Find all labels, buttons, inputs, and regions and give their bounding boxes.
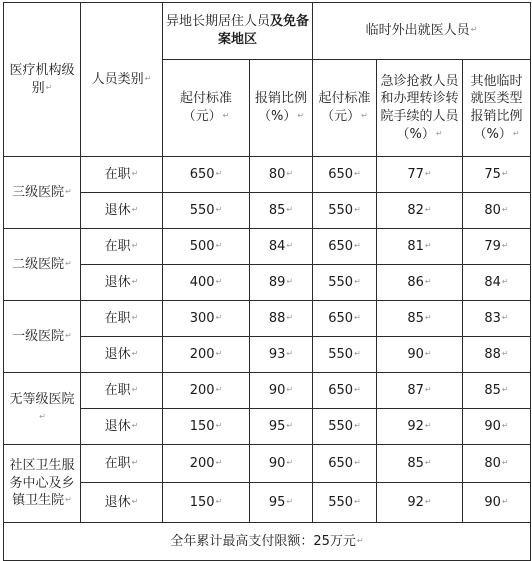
g2-threshold-cell: 650↵ [313, 157, 377, 193]
g2-threshold-cell: 650↵ [313, 373, 377, 409]
g2-other-cell: 88↵ [463, 337, 531, 373]
level-cell: 社区卫生服务中心及乡镇卫生院↵ [4, 445, 81, 523]
g2-other-cell: 90↵ [463, 409, 531, 445]
g2-other-cell: 84↵ [463, 265, 531, 301]
g2-emergency-cell: 82↵ [377, 193, 463, 229]
g2-threshold-cell: 550↵ [313, 483, 377, 523]
g2-emergency-cell: 90↵ [377, 337, 463, 373]
g2-emergency-cell: 81↵ [377, 229, 463, 265]
g2-emergency-cell: 85↵ [377, 301, 463, 337]
g2-threshold-cell: 650↵ [313, 445, 377, 483]
g1-threshold-cell: 200↵ [163, 373, 250, 409]
type-cell: 退休↵ [81, 483, 163, 523]
g2-emergency-header: 急诊抢救人员和办理转诊转院手续的人员（%）↵ [377, 60, 463, 157]
g2-other-cell: 75↵ [463, 157, 531, 193]
table-row [4, 229, 531, 265]
header-row-1 [4, 3, 531, 60]
g1-threshold-cell: 400↵ [163, 265, 250, 301]
type-cell: 在职↵ [81, 229, 163, 265]
table-row [4, 445, 531, 483]
g1-ratio-cell: 93↵ [250, 337, 313, 373]
level-cell: 二级医院↵ [4, 229, 81, 301]
type-cell: 在职↵ [81, 445, 163, 483]
g1-ratio-cell: 85↵ [250, 193, 313, 229]
g2-emergency-cell: 85↵ [377, 445, 463, 483]
g1-threshold-cell: 500↵ [163, 229, 250, 265]
g1-ratio-cell: 80↵ [250, 157, 313, 193]
g1-threshold-cell: 650↵ [163, 157, 250, 193]
type-cell: 在职↵ [81, 373, 163, 409]
g2-other-cell: 85↵ [463, 373, 531, 409]
table-row [4, 265, 531, 301]
g1-threshold-cell: 300↵ [163, 301, 250, 337]
g2-threshold-cell: 550↵ [313, 193, 377, 229]
g1-threshold-cell: 150↵ [163, 409, 250, 445]
g1-ratio-cell: 84↵ [250, 229, 313, 265]
g2-other-cell: 79↵ [463, 229, 531, 265]
g1-threshold-cell: 200↵ [163, 445, 250, 483]
g1-ratio-cell: 95↵ [250, 409, 313, 445]
g2-other-cell: 80↵ [463, 193, 531, 229]
annual-limit-note: 全年累计最高支付限额：25万元↵ [4, 523, 531, 561]
g2-other-cell: 80↵ [463, 445, 531, 483]
g1-ratio-cell: 90↵ [250, 445, 313, 483]
g1-ratio-header: 报销比例（%）↵ [250, 60, 313, 157]
g2-other-cell: 83↵ [463, 301, 531, 337]
type-cell: 在职↵ [81, 157, 163, 193]
table-row [4, 301, 531, 337]
type-cell: 退休↵ [81, 337, 163, 373]
table-row [4, 157, 531, 193]
g2-threshold-cell: 650↵ [313, 301, 377, 337]
group2-header: 临时外出就医人员↵ [313, 3, 531, 60]
g2-other-cell: 90↵ [463, 483, 531, 523]
g2-threshold-cell: 550↵ [313, 265, 377, 301]
level-cell: 三级医院↵ [4, 157, 81, 229]
table-row [4, 409, 531, 445]
table-row [4, 373, 531, 409]
g1-threshold-cell: 150↵ [163, 483, 250, 523]
table-row [4, 483, 531, 523]
g2-threshold-cell: 550↵ [313, 409, 377, 445]
g2-other-header: 其他临时就医类型报销比例（%）↵ [463, 60, 531, 157]
g1-threshold-cell: 200↵ [163, 337, 250, 373]
g2-threshold-cell: 550↵ [313, 337, 377, 373]
level-cell: 无等级医院↵ [4, 373, 81, 445]
level-col-header: 医疗机构级别↵ [4, 3, 81, 157]
person-col-header: 人员类别↵ [81, 3, 163, 157]
type-cell: 在职↵ [81, 301, 163, 337]
g1-threshold-cell: 550↵ [163, 193, 250, 229]
g2-emergency-cell: 77↵ [377, 157, 463, 193]
type-cell: 退休↵ [81, 409, 163, 445]
g1-ratio-cell: 89↵ [250, 265, 313, 301]
group1-header: 异地长期居住人员及免备案地区 [163, 3, 313, 60]
g2-threshold-header: 起付标准（元）↵ [313, 60, 377, 157]
g1-ratio-cell: 95↵ [250, 483, 313, 523]
g2-threshold-cell: 650↵ [313, 229, 377, 265]
level-cell: 一级医院↵ [4, 301, 81, 373]
g1-ratio-cell: 90↵ [250, 373, 313, 409]
type-cell: 退休↵ [81, 265, 163, 301]
g2-emergency-cell: 87↵ [377, 373, 463, 409]
g2-emergency-cell: 86↵ [377, 265, 463, 301]
g1-ratio-cell: 88↵ [250, 301, 313, 337]
g2-emergency-cell: 92↵ [377, 409, 463, 445]
type-cell: 退休↵ [81, 193, 163, 229]
reimbursement-table [3, 2, 531, 561]
table-row [4, 193, 531, 229]
table-row [4, 337, 531, 373]
g2-emergency-cell: 92↵ [377, 483, 463, 523]
g1-threshold-header: 起付标准（元）↵ [163, 60, 250, 157]
